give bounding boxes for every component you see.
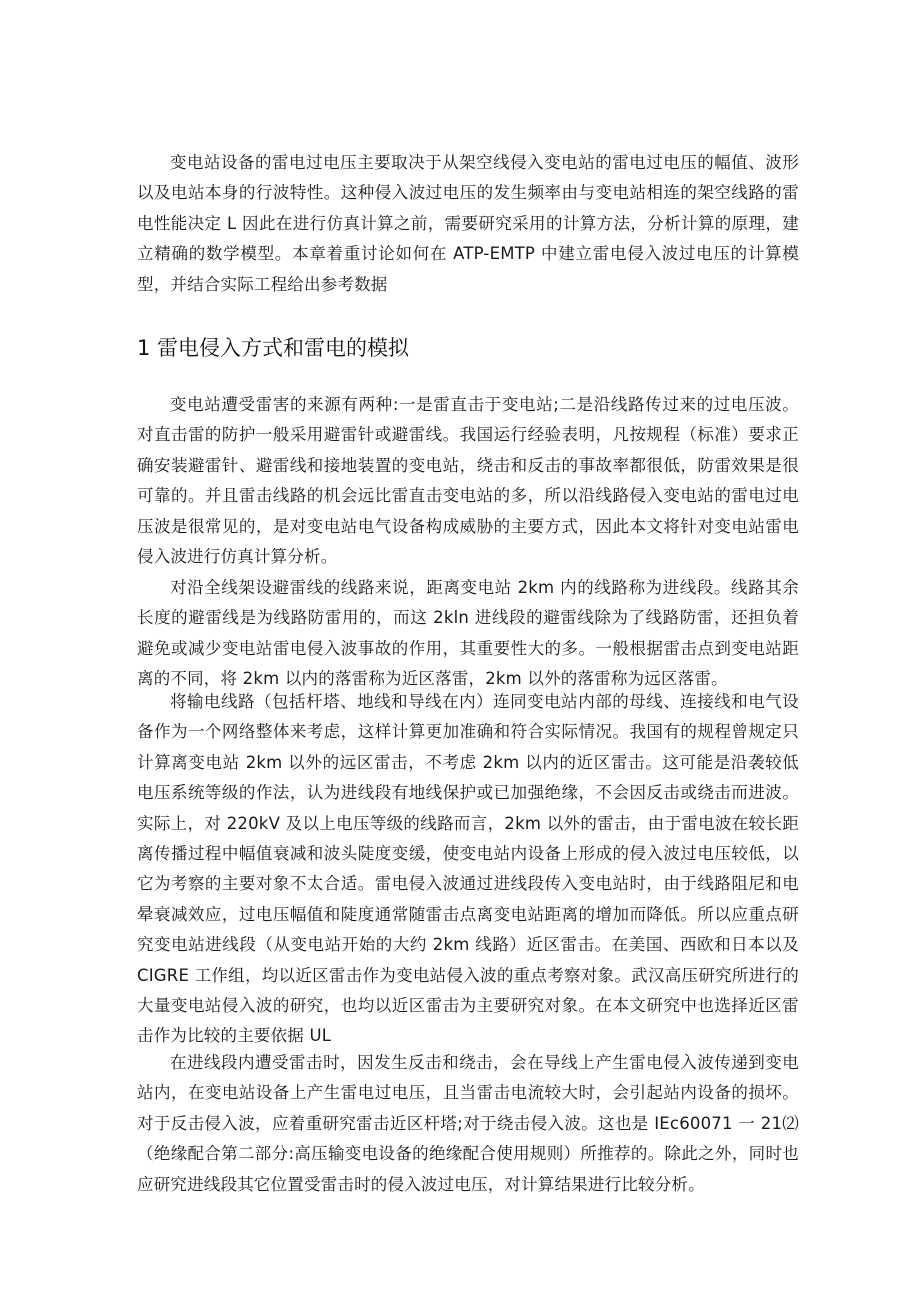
- section-heading: 1 雷电侵入方式和雷电的模拟: [137, 336, 410, 360]
- body-paragraph-2: 对沿全线架设避雷线的线路来说，距离变电站 2km 内的线路称为进线段。线路其余长度的避雷线是为线路防雷用的，而这 2kln 进线段的避雷线除为了线路防雷，还担负着避免或减少变电站雷电侵入波事故的作用，其重要性大的多。一般根据雷击点到变电站距离的不同，将 2km 以内的落雷称为近区落雷，2km 以外的落雷称为远区落雷。: [137, 578, 799, 689]
- intro-paragraph: 变电站设备的雷电过电压主要取决于从架空线侵入变电站的雷电过电压的幅值、波形以及电站本身的行波特性。这种侵入波过电压的发生频率由与变电站相连的架空线路的雷电性能决定 L 因此在进行仿真计算之前，需要研究采用的计算方法，分析计算的原理，建立精确的数学模型。本章着重讨论如何在 ATP-EMTP 中建立雷电侵入波过电压的计算模型，并结合实际工程给出参考数据: [137, 153, 799, 294]
- body-paragraph-1: 变电站遭受雷害的来源有两种:一是雷直击于变电站;二是沿线路传过来的过电压波。对直击雷的防护一般采用避雷针或避雷线。我国运行经验表明，凡按规程（标准）要求正确安装避雷针、避雷线和接地装置的变电站，绕击和反击的事故率都很低，防雷效果是很可靠的。并且雷击线路的机会远比雷直击变电站的多，所以沿线路侵入变电站的雷电过电压波是很常见的，是对变电站电气设备构成威胁的主要方式，因此本文将针对变电站雷电侵入波进行仿真计算分析。: [137, 395, 799, 567]
- body-paragraph-3: 将输电线路（包括杆塔、地线和导线在内）连同变电站内部的母线、连接线和电气设备作为一个网络整体来考虑，这样计算更加准确和符合实际情况。我国有的规程曾规定只计算离变电站 2km 以外的远区雷击，不考虑 2km 以内的近区雷击。这可能是沿袭较低电压系统等级的作法，认为进线段有地线保护或已加强绝缘，不会因反击或绕击而进波。实际上，对 220kV 及以上电压等级的线路而言，2km 以外的雷击，由于雷电波在较长距离传播过程中幅值衰减和波头陡度变缓，使变电站内设备上形成的侵入波过电压较低，以它为考察的主要对象不太合适。雷电侵入波通过进线段传入变电站时，由于线路阻尼和电晕衰减效应，过电压幅值和陡度通常随雷击点离变电站距离的增加而降低。所以应重点研究变电站进线段（从变电站开始的大约 2km 线路）近区雷击。在美国、西欧和日本以及 CIGRE 工作组，均以近区雷击作为变电站侵入波的重点考察对象。武汉高压研究所进行的大量变电站侵入波的研究，也均以近区雷击为主要研究对象。在本文研究中也选择近区雷击作为比较的主要依据 UL: [137, 692, 799, 1046]
- body-paragraph-4: 在进线段内遭受雷击时，因发生反击和绕击，会在导线上产生雷电侵入波传递到变电站内，在变电站设备上产生雷电过电压，且当雷击电流较大时，会引起站内设备的损坏。对于反击侵入波，应着重研究雷击近区杆塔;对于绕击侵入波。这也是 IEc60071 一 21⑵（绝缘配合第二部分:高压输变电设备的绝缘配合使用规则）所推荐的。除此之外，同时也应研究进线段其它位置受雷击时的侵入波过电压，对计算结果进行比较分析。: [137, 1053, 799, 1194]
